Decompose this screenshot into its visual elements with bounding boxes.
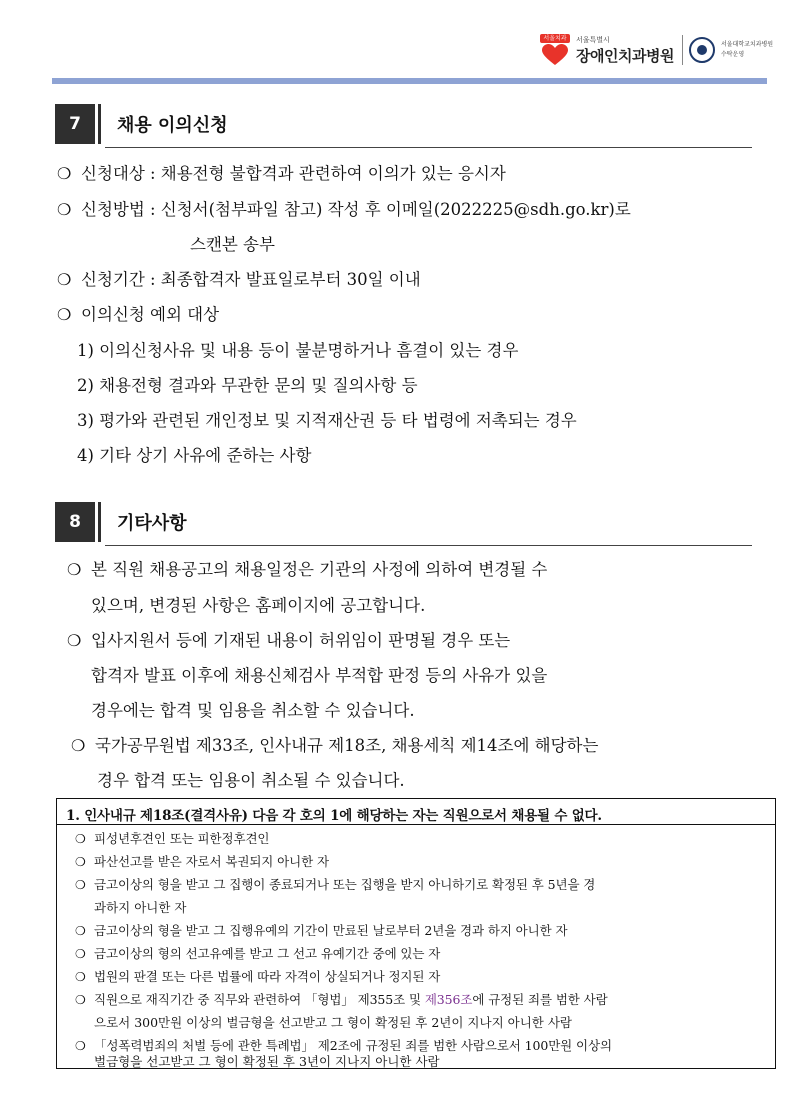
list-item: ❍ 금고이상의 형을 받고 그 집행이 종료되거나 또는 집행을 받지 아니하기로 확정된 후 5년을 경 xyxy=(75,877,596,892)
bullet-icon: ❍ xyxy=(71,736,86,755)
exceptions-title: ❍ 이의신청 예외 대상 xyxy=(57,305,220,324)
section8-title: 기타사항 xyxy=(117,513,187,534)
bullet-icon: ❍ xyxy=(57,164,72,183)
hospital-name: 장애인치과병원 xyxy=(576,46,674,65)
list-item: ❍ 직원으로 재직기간 중 직무와 관련하여 「형법」 제355조 및 제356조에 규정된 죄를 범한 사람 xyxy=(75,992,608,1007)
note2-line3: 경우에는 합격 및 임용을 취소할 수 있습니다. xyxy=(91,701,415,720)
exception-item: 1) 이의신청사유 및 내용 등이 불분명하거나 흠결이 있는 경우 xyxy=(77,341,519,360)
note2-line2: 합격자 발표 이후에 채용신체검사 부적합 판정 등의 사유가 있을 xyxy=(91,666,548,685)
note3-line1: ❍ 국가공무원법 제33조, 인사내규 제18조, 채용세칙 제14조에 해당하는 xyxy=(71,736,599,755)
section8-header xyxy=(55,502,752,542)
apply-method: ❍ 신청방법 : 신청서(첨부파일 참고) 작성 후 이메일(2022225@sdh.go.kr)로 xyxy=(57,200,631,219)
apply-period: ❍ 신청기간 : 최종합격자 발표일로부터 30일 이내 xyxy=(57,270,421,289)
note3-line2: 경우 합격 또는 임용이 취소될 수 있습니다. xyxy=(97,771,405,790)
bullet-icon: ❍ xyxy=(75,832,86,846)
note2-line1: ❍ 입사지원서 등에 기재된 내용이 허위임이 판명될 경우 또는 xyxy=(67,631,511,650)
exception-item: 4) 기타 상기 사유에 준하는 사항 xyxy=(77,446,312,465)
disqualification-box xyxy=(56,798,776,1069)
list-item-cont: 과하지 아니한 자 xyxy=(94,900,187,915)
note1-line1: ❍ 본 직원 채용공고의 채용일정은 기관의 사정에 의하여 변경될 수 xyxy=(67,560,548,579)
operator-line1: 서울대학교치과병원 xyxy=(720,41,774,48)
city-label: 서울특별시 xyxy=(576,35,610,44)
section7-underline xyxy=(105,147,752,148)
bullet-icon: ❍ xyxy=(75,924,86,938)
list-item: ❍ 「성폭력범죄의 처벌 등에 관한 특례법」 제2조에 규정된 죄를 범한 사람으로서 100만원 이상의 xyxy=(75,1038,612,1053)
bullet-icon: ❍ xyxy=(75,855,86,869)
university-seal-icon xyxy=(689,37,715,63)
exception-item: 2) 채용전형 결과와 무관한 문의 및 질의사항 등 xyxy=(77,376,418,395)
section7-header xyxy=(55,104,752,144)
header-bar xyxy=(52,78,767,84)
highlighted-article: 제356조 xyxy=(424,992,473,1007)
bullet-icon: ❍ xyxy=(75,878,86,892)
apply-target: ❍ 신청대상 : 채용전형 불합격과 관련하여 이의가 있는 응시자 xyxy=(57,164,506,183)
bullet-icon: ❍ xyxy=(75,947,86,961)
section8-underline xyxy=(105,545,752,546)
section8-number: 8 xyxy=(55,502,95,542)
bullet-icon: ❍ xyxy=(75,970,86,984)
exception-item: 3) 평가와 관련된 개인정보 및 지적재산권 등 타 법령에 저촉되는 경우 xyxy=(77,411,577,430)
logo-divider xyxy=(682,35,683,65)
note1-line2: 있으며, 변경된 사항은 홈페이지에 공고합니다. xyxy=(91,596,426,615)
list-item: ❍ 피성년후견인 또는 피한정후견인 xyxy=(75,831,270,846)
bullet-icon: ❍ xyxy=(75,993,86,1007)
bullet-icon: ❍ xyxy=(57,200,72,219)
list-item-cont: 으로서 300만원 이상의 벌금형을 선고받고 그 형이 확정된 후 2년이 지나지 아니한 사람 xyxy=(94,1015,572,1030)
hospital-logo xyxy=(540,30,773,70)
bullet-icon: ❍ xyxy=(57,305,72,324)
heart-logo-icon xyxy=(540,34,570,66)
list-item: ❍ 금고이상의 형을 받고 그 집행유예의 기간이 만료된 날로부터 2년을 경과 하지 아니한 자 xyxy=(75,923,568,938)
list-item: ❍ 금고이상의 형의 선고유예를 받고 그 선고 유예기간 중에 있는 자 xyxy=(75,946,441,961)
operator-line2: 수탁운영 xyxy=(720,51,745,58)
section7-title: 채용 이의신청 xyxy=(117,115,228,136)
box-heading: 1. 인사내규 제18조(결격사유) 다음 각 호의 1에 해당하는 자는 직원으로서 채용될 수 없다. xyxy=(66,808,602,824)
apply-method-cont: 스캔본 송부 xyxy=(190,235,275,254)
list-item: ❍ 법원의 판결 또는 다른 법률에 따라 자격이 상실되거나 정지된 자 xyxy=(75,969,441,984)
bullet-icon: ❍ xyxy=(57,270,72,289)
bullet-icon: ❍ xyxy=(75,1039,86,1053)
bullet-icon: ❍ xyxy=(67,631,82,650)
section7-number: 7 xyxy=(55,104,95,144)
list-item-cont: 벌금형을 선고받고 그 형이 확정된 후 3년이 지나지 아니한 사람 xyxy=(94,1054,440,1069)
box-heading-divider xyxy=(57,824,775,825)
logo-tag: 서울치과 xyxy=(540,34,570,43)
bullet-icon: ❍ xyxy=(67,560,82,579)
list-item: ❍ 파산선고를 받은 자로서 복권되지 아니한 자 xyxy=(75,854,329,869)
